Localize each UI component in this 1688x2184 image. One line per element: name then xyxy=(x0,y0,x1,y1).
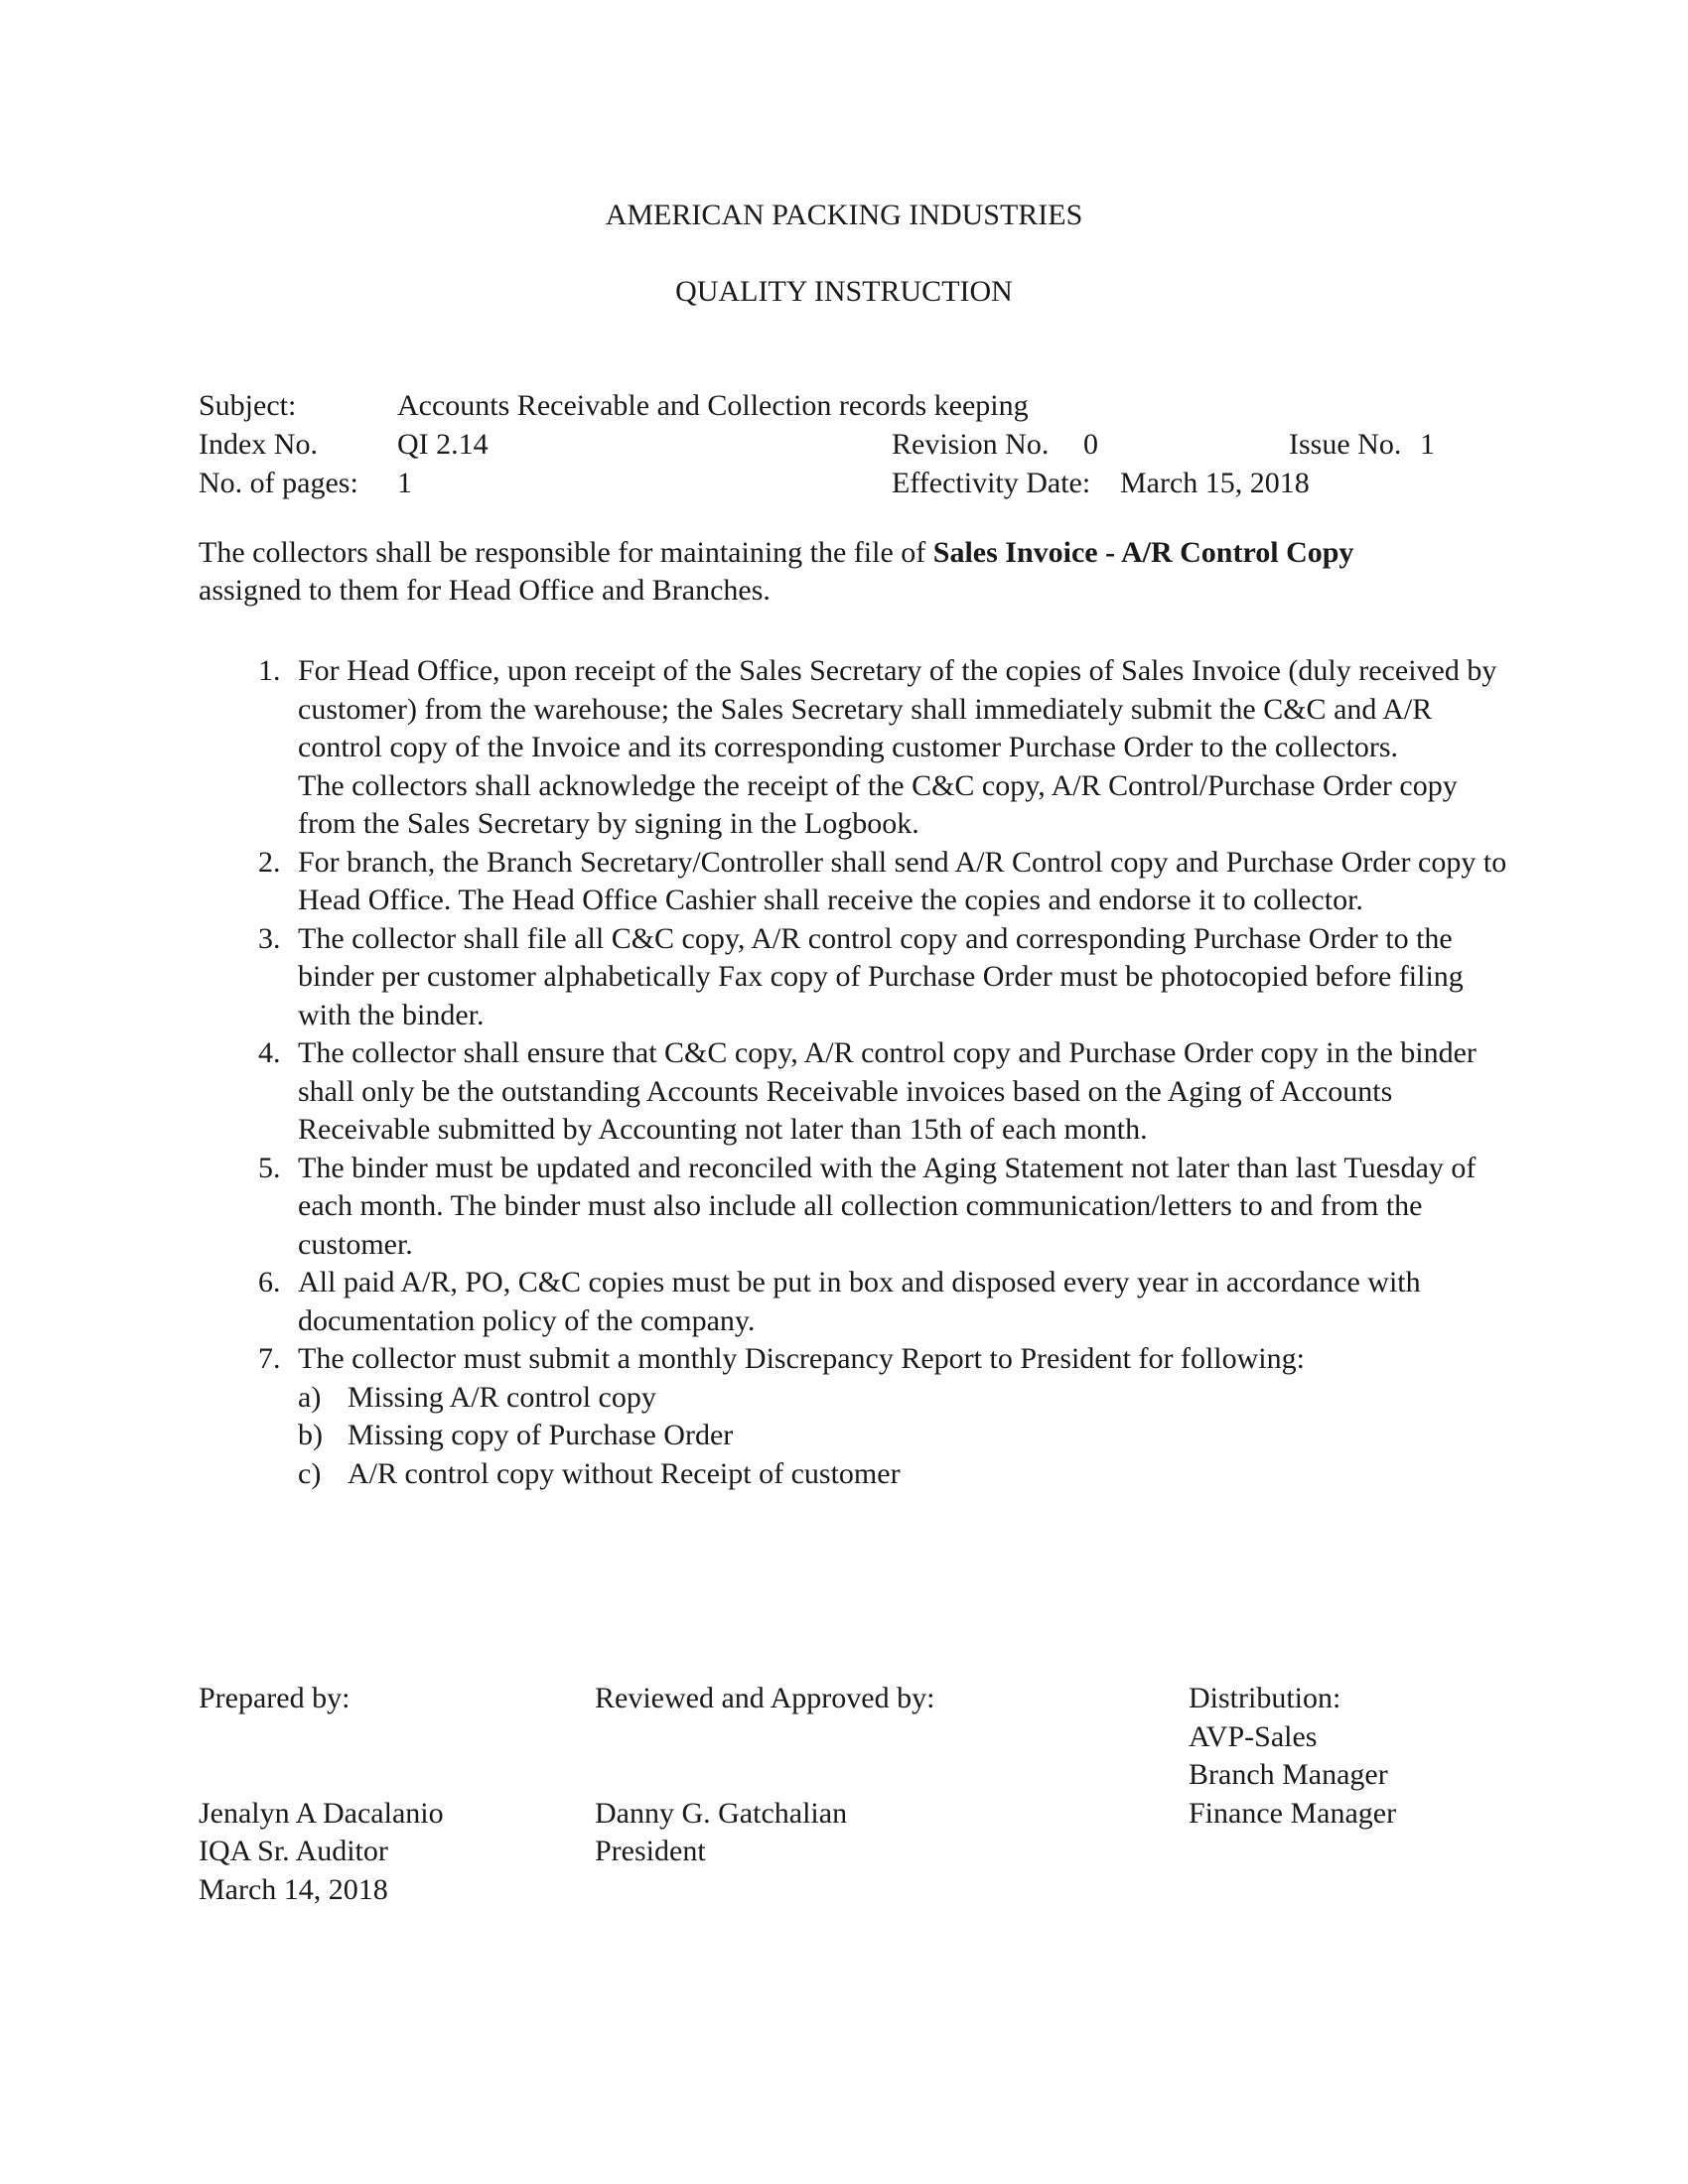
distribution-label: Distribution: xyxy=(1189,1682,1341,1714)
company-name: AMERICAN PACKING INDUSTRIES xyxy=(605,199,1083,231)
list-item-body xyxy=(298,844,1509,920)
subject-value: Accounts Receivable and Collection records keeping xyxy=(397,389,1029,422)
subject-label: Subject: xyxy=(199,389,297,422)
revision-label: Revision No. xyxy=(892,428,1050,461)
list-item-number: 2. xyxy=(258,845,281,879)
issue-label: Issue No. xyxy=(1289,428,1402,461)
approved-by-block xyxy=(595,1680,934,1871)
list-item xyxy=(199,844,1509,920)
pages-value: 1 xyxy=(397,467,412,499)
list-item-body xyxy=(298,1150,1509,1265)
prepared-by-name: Jenalyn A Dacalanio xyxy=(199,1796,444,1830)
pages-label: No. of pages: xyxy=(199,467,358,499)
list-item-number: 4. xyxy=(258,1036,281,1069)
sub-list-item-letter: a) xyxy=(298,1380,322,1414)
list-item-number-cell xyxy=(199,1340,298,1379)
index-value: QI 2.14 xyxy=(397,428,489,461)
list-item-text: The collectors shall acknowledge the receipt of the C&C copy, A/R Control/Purchase Order copy from the Sales Secretary by signing in the Logbook. xyxy=(298,768,1458,840)
issue-value: 1 xyxy=(1420,428,1435,461)
list-item-text: The binder must be updated and reconciled with the Aging Statement not later than last Tuesday of each month. The binder must also include all collection communication/letters to and from the customer. xyxy=(298,1151,1477,1261)
list-item-body xyxy=(298,920,1509,1035)
list-item-text: For Head Office, upon receipt of the Sales Secretary of the copies of Sales Invoice (duly received by customer) from the warehouse; the Sales Secretary shall immediately submit the C&C and A/R control copy of the Invoice and its corresponding customer Purchase Order to the collectors. xyxy=(298,654,1497,763)
list-item-number-cell xyxy=(199,920,298,959)
sub-list-item xyxy=(298,1455,1509,1494)
sub-list-item-text: Missing copy of Purchase Order xyxy=(348,1419,734,1451)
list-item-number-cell xyxy=(199,844,298,883)
list-item-body xyxy=(298,1034,1509,1150)
list-item-number: 5. xyxy=(258,1151,281,1184)
list-item-number-cell xyxy=(199,1150,298,1188)
list-item-text: The collector shall ensure that C&C copy, A/R control copy and Purchase Order copy in the binder shall only be the outstanding Accounts Receivable invoices based on the Aging of Accounts Receivable submitted by Accounting not later than 15th of each month. xyxy=(298,1036,1477,1146)
distribution-item: Finance Manager xyxy=(1189,1796,1397,1830)
list-item xyxy=(199,652,1509,844)
list-item-body xyxy=(298,1264,1509,1340)
effectivity-value: March 15, 2018 xyxy=(1120,467,1310,499)
prepared-by-date: March 14, 2018 xyxy=(199,1872,388,1906)
list-item-number: 1. xyxy=(258,654,281,687)
list-item-body xyxy=(298,652,1509,844)
instruction-list xyxy=(199,652,1509,1493)
list-item xyxy=(199,1034,1509,1150)
prepared-by-block xyxy=(199,1680,444,1909)
sub-list-item xyxy=(298,1379,1509,1418)
list-item-text: The collector shall file all C&C copy, A/R control copy and corresponding Purchase Order to the binder per customer alphabetically Fax copy of Purchase Order must be photocopied before filing with the binder. xyxy=(298,921,1464,1031)
distribution-item: AVP-Sales xyxy=(1189,1719,1318,1753)
list-item-number-cell xyxy=(199,652,298,691)
effectivity-label: Effectivity Date: xyxy=(892,467,1091,499)
revision-value: 0 xyxy=(1083,428,1098,461)
document-type: QUALITY INSTRUCTION xyxy=(675,275,1013,308)
list-item xyxy=(199,920,1509,1035)
list-item xyxy=(199,1264,1509,1340)
index-label: Index No. xyxy=(199,428,318,461)
approved-by-name: Danny G. Gatchalian xyxy=(595,1796,848,1830)
list-item-number: 7. xyxy=(258,1342,281,1375)
list-item-text: All paid A/R, PO, C&C copies must be put in box and disposed every year in accordance with documentation policy of the company. xyxy=(298,1266,1421,1337)
approved-by-title: President xyxy=(595,1835,706,1867)
intro-text-continued: assigned to them for Head Office and Branches. xyxy=(199,574,771,607)
sub-list-item-text: A/R control copy without Receipt of customer xyxy=(348,1456,901,1490)
distribution-block xyxy=(1189,1680,1396,1833)
prepared-by-title: IQA Sr. Auditor xyxy=(199,1835,388,1867)
sub-list-item-letter: b) xyxy=(298,1419,323,1451)
list-item-number-cell xyxy=(199,1034,298,1073)
sub-list-item-text: Missing A/R control copy xyxy=(348,1380,656,1414)
approved-by-label: Reviewed and Approved by: xyxy=(595,1682,935,1714)
list-item xyxy=(199,1340,1509,1493)
intro-text: The collectors shall be responsible for maintaining the file of xyxy=(199,536,933,569)
list-item-text: For branch, the Branch Secretary/Controller shall send A/R Control copy and Purchase Order copy to Head Office. The Head Office Cashier shall receive the copies and endorse it to collector. xyxy=(298,845,1507,916)
list-item-number: 3. xyxy=(258,921,281,955)
list-item-body xyxy=(298,1340,1509,1493)
list-item xyxy=(199,1150,1509,1265)
prepared-by-label: Prepared by: xyxy=(199,1682,351,1714)
sub-list-item-letter: c) xyxy=(298,1456,322,1490)
list-item-number-cell xyxy=(199,1264,298,1302)
list-item-text: The collector must submit a monthly Discrepancy Report to President for following: xyxy=(298,1342,1305,1375)
distribution-item: Branch Manager xyxy=(1189,1758,1388,1791)
intro-paragraph xyxy=(199,534,1509,610)
list-item-number: 6. xyxy=(258,1266,281,1298)
intro-emphasis: Sales Invoice - A/R Control Copy xyxy=(932,536,1354,569)
sub-list-item xyxy=(298,1417,1509,1455)
